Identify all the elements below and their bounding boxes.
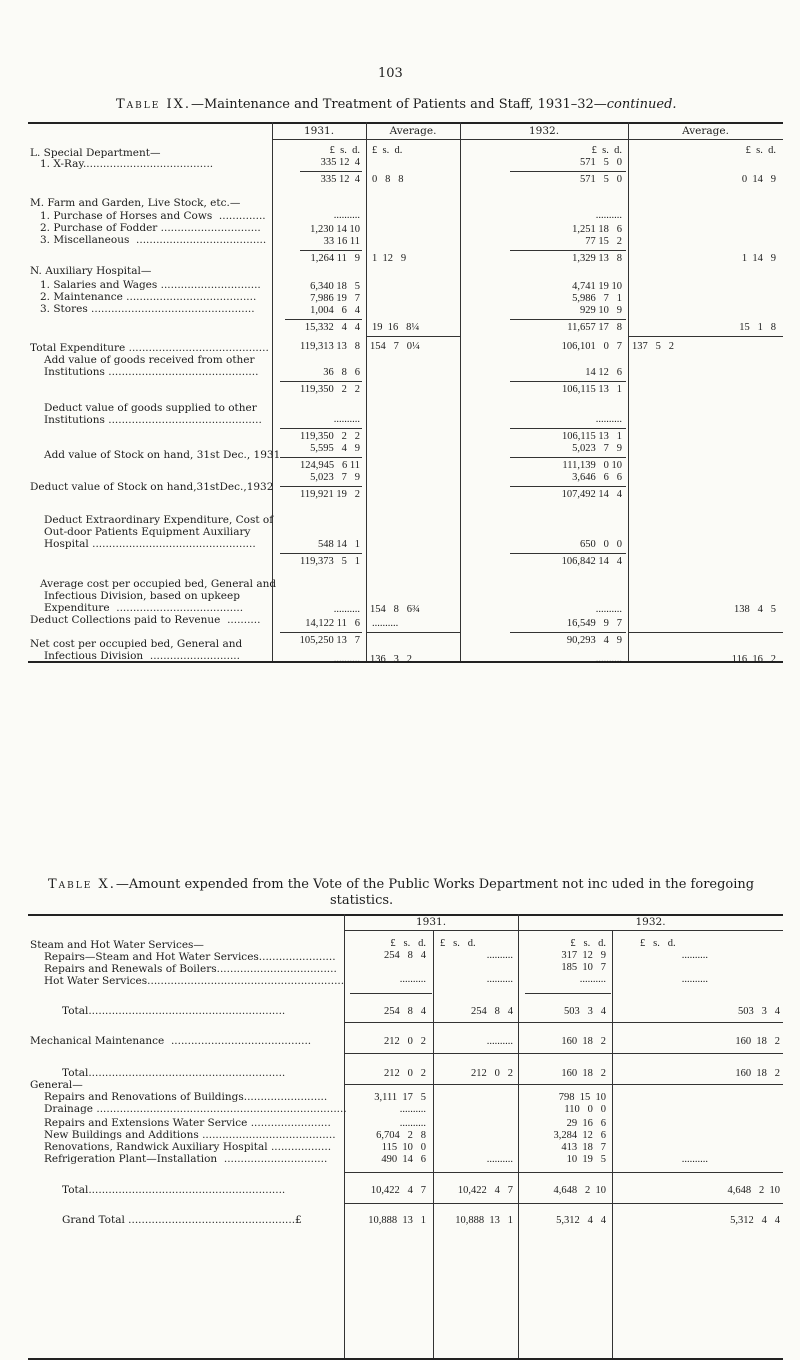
table9-header-1931: 1931. xyxy=(303,125,335,137)
cell: 14 12 6 xyxy=(585,367,622,378)
table10-caption-rest: —Amount expended from the Vote of the Public Works Department not inc uded in the foregoing xyxy=(115,877,755,892)
cell: 1,004 6 4 xyxy=(310,305,360,316)
table10-caption-lead: Table X. xyxy=(48,877,116,892)
sum-rule xyxy=(510,171,626,172)
cell: 115 10 0 xyxy=(381,1142,426,1153)
table10-header-rule xyxy=(344,930,783,931)
cell: 503 3 4 xyxy=(738,1006,780,1017)
cell: 116 16 2 xyxy=(731,654,776,665)
cell: 15,332 4 4 xyxy=(304,322,360,333)
cell: 317 12 9 xyxy=(561,950,606,961)
lsd-header: £ s. d. xyxy=(440,938,476,949)
cell: 5,312 4 4 xyxy=(730,1215,780,1226)
sum-rule xyxy=(510,486,626,487)
cell: 1 12 9 xyxy=(372,253,407,264)
cell: 10 19 5 xyxy=(566,1154,606,1165)
row-label: Drainage ........................................................................... xyxy=(44,1103,347,1115)
cell: 5,312 4 4 xyxy=(556,1215,606,1226)
cell: .......... xyxy=(333,654,360,665)
cell: .......... xyxy=(595,210,622,221)
cell: 105,250 13 7 xyxy=(299,635,360,646)
row-label: 3. Miscellaneous ....................................... xyxy=(40,234,267,246)
row-label: Infectious Division ........................... xyxy=(44,650,240,662)
cell: 160 18 2 xyxy=(735,1068,780,1079)
cell: 3,646 6 6 xyxy=(572,472,622,483)
row-label: Institutions ............................................. xyxy=(44,366,259,378)
cell: 137 5 2 xyxy=(632,341,674,352)
table9-header-average: Average. xyxy=(682,125,729,137)
cell: .......... xyxy=(486,974,513,985)
cell: 1 14 9 xyxy=(741,253,776,264)
lsd-header: £ s. d. xyxy=(745,145,776,156)
row-label: Total........................................................... xyxy=(62,1067,286,1079)
sum-rule xyxy=(280,457,362,458)
cell: 106,842 14 4 xyxy=(561,556,622,567)
row-label: Total Expenditure .......................................... xyxy=(30,342,269,354)
cell: 160 18 2 xyxy=(735,1036,780,1047)
row-label: Deduct Extraordinary Expenditure, Cost of xyxy=(44,514,274,526)
cell: .......... xyxy=(681,950,708,961)
sum-rule xyxy=(300,250,362,251)
row-label: 1. X-Ray....................................... xyxy=(40,158,214,170)
row-label: 1. Purchase of Horses and Cows .............. xyxy=(40,210,266,222)
sum-rule xyxy=(510,250,626,251)
cell: 571 5 0 xyxy=(580,174,622,185)
cell: 3,284 12 6 xyxy=(553,1130,606,1141)
cell: .......... xyxy=(486,1036,513,1047)
table10-caption-line2: statistics. xyxy=(330,893,394,908)
cell: 335 12 4 xyxy=(320,157,360,168)
cell: 413 18 7 xyxy=(561,1142,606,1153)
row-label: Repairs—Steam and Hot Water Services....................... xyxy=(44,951,336,963)
sum-rule xyxy=(510,632,626,633)
table9-col-divider xyxy=(366,122,367,661)
table9-caption-italic: continued. xyxy=(606,97,677,112)
cell: 10,888 13 1 xyxy=(368,1215,426,1226)
row-rule xyxy=(344,1084,783,1085)
sum-rule xyxy=(280,553,362,554)
cell: 111,139 0 10 xyxy=(562,460,622,471)
cell: 160 18 2 xyxy=(561,1036,606,1047)
row-rule xyxy=(344,1022,783,1023)
table9-caption-lead: Table IX. xyxy=(116,97,191,112)
sum-rule xyxy=(285,319,362,320)
row-label: New Buildings and Additions ........................................ xyxy=(44,1129,336,1141)
row-label: 2. Maintenance ....................................... xyxy=(40,291,257,303)
row-label: Hot Water Services........................................................... xyxy=(44,975,345,987)
cell: 503 3 4 xyxy=(564,1006,606,1017)
row-label: N. Auxiliary Hospital— xyxy=(30,265,152,277)
cell: 335 12 4 xyxy=(320,174,360,185)
row-label: Deduct value of goods supplied to other xyxy=(44,402,257,414)
cell: 106,115 13 1 xyxy=(562,384,622,395)
lsd-header: £ s. d. xyxy=(591,145,622,156)
row-label: Out-door Patients Equipment Auxiliary xyxy=(44,526,251,538)
sum-rule xyxy=(300,171,362,172)
cell: 119,313 13 8 xyxy=(300,341,360,352)
cell: 11,657 17 8 xyxy=(567,322,622,333)
row-label: Expenditure ...................................... xyxy=(44,602,244,614)
row-rule xyxy=(344,1053,783,1054)
cell: 10,888 13 1 xyxy=(455,1215,513,1226)
cell: .......... xyxy=(399,974,426,985)
cell: 36 8 6 xyxy=(323,367,360,378)
cell: .......... xyxy=(486,950,513,961)
row-label: Infectious Division, based on upkeep xyxy=(44,590,240,602)
cell: 10,422 4 7 xyxy=(457,1185,513,1196)
lsd-header: £ s. d. xyxy=(570,938,606,949)
row-label: Repairs and Extensions Water Service ........................ xyxy=(44,1117,331,1129)
cell: .......... xyxy=(399,1104,426,1115)
cell: 119,350 2 2 xyxy=(300,384,360,395)
table10-col-divider xyxy=(612,930,613,1358)
cell: .......... xyxy=(333,210,360,221)
table9-top-rule xyxy=(28,122,783,124)
sum-rule xyxy=(366,632,460,633)
cell: .......... xyxy=(333,604,360,615)
sum-rule xyxy=(525,993,611,994)
cell: 16,549 9 7 xyxy=(566,618,622,629)
cell: 1,251 18 6 xyxy=(572,224,622,235)
cell: 1,329 13 8 xyxy=(572,253,622,264)
cell: 3,111 17 5 xyxy=(374,1092,426,1103)
lsd-header: £ s. d. xyxy=(372,145,403,156)
cell: 798 15 10 xyxy=(558,1092,606,1103)
sum-rule xyxy=(280,428,362,429)
sum-rule xyxy=(510,381,626,382)
cell: 650 0 0 xyxy=(580,539,622,550)
cell: 212 0 2 xyxy=(384,1068,426,1079)
cell: 212 0 2 xyxy=(384,1036,426,1047)
cell: 124,945 6 11 xyxy=(300,460,360,471)
cell: 19 16 8¼ xyxy=(372,322,420,333)
cell: 77 15 2 xyxy=(585,236,622,247)
cell: 10,422 4 7 xyxy=(370,1185,426,1196)
cell: 106,115 13 1 xyxy=(562,431,622,442)
sum-rule xyxy=(510,319,626,320)
cell: 548 14 1 xyxy=(318,539,360,550)
cell: .......... xyxy=(595,654,622,665)
cell: 154 7 0¼ xyxy=(370,341,420,352)
row-label: Refrigeration Plant—Installation ............................... xyxy=(44,1153,328,1165)
row-label: 1. Salaries and Wages .............................. xyxy=(40,279,261,291)
row-label: Institutions .............................................. xyxy=(44,414,262,426)
row-label: M. Farm and Garden, Live Stock, etc.— xyxy=(30,197,241,209)
cell: 160 18 2 xyxy=(561,1068,606,1079)
cell: 119,921 19 2 xyxy=(300,489,360,500)
sum-rule xyxy=(510,428,626,429)
cell: 5,023 7 9 xyxy=(310,472,360,483)
cell: 15 1 8 xyxy=(739,322,776,333)
cell: 107,492 14 4 xyxy=(561,489,622,500)
cell: 110 0 0 xyxy=(564,1104,606,1115)
cell: 212 0 2 xyxy=(471,1068,513,1079)
cell: 0 14 9 xyxy=(741,174,776,185)
cell: .......... xyxy=(595,414,622,425)
row-label: Total........................................................... xyxy=(62,1184,286,1196)
cell: 6,340 18 5 xyxy=(310,281,360,292)
table10-header-1932: 1932. xyxy=(635,916,666,928)
cell: 29 16 6 xyxy=(566,1118,606,1129)
sum-rule xyxy=(366,336,460,337)
row-label: Mechanical Maintenance .......................................... xyxy=(30,1035,312,1047)
row-label: Hospital ................................................. xyxy=(44,538,256,550)
cell: 14,122 11 6 xyxy=(305,618,360,629)
cell: .......... xyxy=(486,1154,513,1165)
row-label: 2. Purchase of Fodder .............................. xyxy=(40,222,261,234)
lsd-header: £ s. d. xyxy=(390,938,426,949)
cell: 7,986 19 7 xyxy=(310,293,360,304)
cell: 138 4 5 xyxy=(734,604,776,615)
cell: 5,595 4 9 xyxy=(310,443,360,454)
row-rule xyxy=(344,1172,783,1173)
cell: 5,023 7 9 xyxy=(572,443,622,454)
table9-header-rule xyxy=(272,139,783,140)
cell: 90,293 4 9 xyxy=(566,635,622,646)
cell: 185 10 7 xyxy=(561,962,606,973)
table9-col-divider xyxy=(628,122,629,661)
table9-header-1932: 1932. xyxy=(528,125,560,137)
cell: .......... xyxy=(333,414,360,425)
row-label: Steam and Hot Water Services— xyxy=(30,939,204,951)
sum-rule xyxy=(510,457,626,458)
row-label: Average cost per occupied bed, General and xyxy=(40,578,277,590)
sum-rule xyxy=(280,486,362,487)
table9-caption-rest: —Maintenance and Treatment of Patients and Staff, 1931–32— xyxy=(191,97,607,112)
cell: 33 16 11 xyxy=(323,236,360,247)
table10-caption xyxy=(48,877,754,892)
row-label: Renovations, Randwick Auxiliary Hospital .................. xyxy=(44,1141,332,1153)
sum-rule xyxy=(280,632,362,633)
cell: 490 14 6 xyxy=(381,1154,426,1165)
cell: 136 3 2 xyxy=(370,654,412,665)
cell: .......... xyxy=(372,618,399,629)
cell: 6,704 2 8 xyxy=(376,1130,426,1141)
row-label: Total........................................................... xyxy=(62,1005,286,1017)
row-label: Deduct Collections paid to Revenue .......... xyxy=(30,614,261,626)
cell: 106,101 0 7 xyxy=(561,341,622,352)
row-label: Deduct value of Stock on hand,31stDec.,1932 xyxy=(30,481,274,493)
cell: .......... xyxy=(579,974,606,985)
cell: 1,230 14 10 xyxy=(310,224,360,235)
cell: 254 8 4 xyxy=(384,1006,426,1017)
row-label: Net cost per occupied bed, General and xyxy=(30,638,243,650)
lsd-header: £ s. d. xyxy=(640,938,676,949)
row-label: L. Special Department— xyxy=(30,147,161,159)
table10-header-1931: 1931. xyxy=(415,916,447,928)
lsd-header: £ s. d. xyxy=(329,145,360,156)
table10-col-divider xyxy=(433,930,434,1358)
cell: 4,648 2 10 xyxy=(727,1185,780,1196)
sum-rule xyxy=(628,632,783,633)
cell: 254 8 4 xyxy=(384,950,426,961)
row-label: Repairs and Renovations of Buildings......................... xyxy=(44,1091,328,1103)
row-label: General— xyxy=(30,1079,83,1091)
row-rule xyxy=(344,1203,783,1204)
cell: 0 8 8 xyxy=(372,174,404,185)
cell: 571 5 0 xyxy=(580,157,622,168)
cell: 119,350 2 2 xyxy=(300,431,360,442)
cell: 5,986 7 1 xyxy=(572,293,622,304)
row-label: Grand Total ..................................................£ xyxy=(62,1214,302,1226)
cell: .......... xyxy=(681,1154,708,1165)
row-label: Add value of Stock on hand, 31st Dec., 1931 xyxy=(44,449,281,461)
cell: 1,264 11 9 xyxy=(310,253,360,264)
cell: 4,741 19 10 xyxy=(572,281,622,292)
table9-header-average: Average. xyxy=(389,125,437,137)
cell: 119,373 5 1 xyxy=(300,556,360,567)
cell: 154 8 6¾ xyxy=(370,604,420,615)
sum-rule xyxy=(280,381,362,382)
cell: .......... xyxy=(681,974,708,985)
row-label: Repairs and Renewals of Boilers.................................... xyxy=(44,963,337,975)
cell: .......... xyxy=(399,1118,426,1129)
sum-rule xyxy=(350,993,432,994)
cell: 254 8 4 xyxy=(471,1006,513,1017)
row-label: 3. Stores ................................................. xyxy=(40,303,255,315)
table9-caption xyxy=(116,97,677,112)
sum-rule xyxy=(510,553,626,554)
cell: .......... xyxy=(595,604,622,615)
page-number: 103 xyxy=(378,66,403,81)
row-label: Add value of goods received from other xyxy=(44,354,255,366)
sum-rule xyxy=(628,336,783,337)
cell: 929 10 9 xyxy=(580,305,622,316)
cell: 4,648 2 10 xyxy=(553,1185,606,1196)
